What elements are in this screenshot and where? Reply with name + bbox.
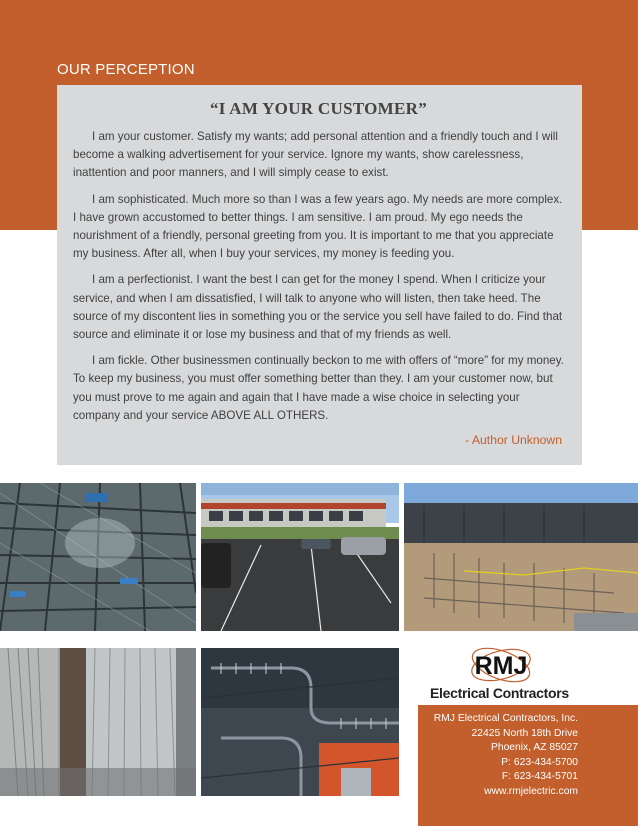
quote-paragraph: I am fickle. Other businessmen continually beckon to me with offers of “more” for my money. To keep my business, you must offer something better than they. I am your customer now, but you must prove to me again and again that I have made a wise choice in selecting your company and your service ABOVE ALL OTHERS.: [73, 354, 564, 422]
photo-warehouse-ceiling: [0, 483, 196, 631]
quote-paragraph: I am your customer. Satisfy my wants; add personal attention and a friendly touch and I will become a walking advertisement for your service. Ignore my wants, show carelessness, inattention and poor manners, and I will simply cease to exist.: [73, 130, 558, 180]
photo-cable-trays: [201, 648, 399, 796]
contact-panel: [418, 705, 638, 826]
logo-caption: Electrical Contractors: [430, 685, 569, 701]
quote-paragraph: I am a perfectionist. I want the best I can get for the money I spend. When I criticize your service, and when I am dissatisfied, I will talk to anyone who will listen, then take heed. The source of my discontent lies in something you or the service you sell have failed to do. Find that source and eliminate it or lose my business and that of my friends as well.: [73, 273, 563, 342]
photo-construction-site: [404, 483, 638, 631]
section-label: OUR PERCEPTION: [57, 61, 195, 78]
logo-mark-text: RMJ: [474, 652, 528, 680]
contact-city: Phoenix, AZ 85027: [490, 742, 578, 754]
logo-mark: [466, 644, 536, 686]
quote-author: - Author Unknown: [465, 433, 562, 448]
quote-box: [57, 85, 582, 465]
quote-title: “I AM YOUR CUSTOMER”: [209, 99, 428, 118]
rmj-logo: [418, 640, 638, 705]
contact-fax: F: 623-434-5701: [501, 771, 578, 783]
photo-ductwork: [0, 648, 196, 796]
contact-website[interactable]: www.rmjelectric.com: [484, 785, 578, 797]
contact-phone: P: 623-434-5700: [501, 756, 578, 768]
contact-street: 22425 North 18th Drive: [471, 727, 578, 739]
photo-building-parking: [201, 483, 399, 631]
quote-paragraph: I am sophisticated. Much more so than I was a few years ago. My needs are more complex. I have grown accustomed to better things. I am sensitive. I am proud. My ego needs the nourishment of a friendly, personal greeting from you. It is important to me that you appreciate my business. After all, when I buy your services, my money is feeding you.: [73, 192, 563, 261]
contact-company: RMJ Electrical Contractors, Inc.: [433, 713, 578, 724]
